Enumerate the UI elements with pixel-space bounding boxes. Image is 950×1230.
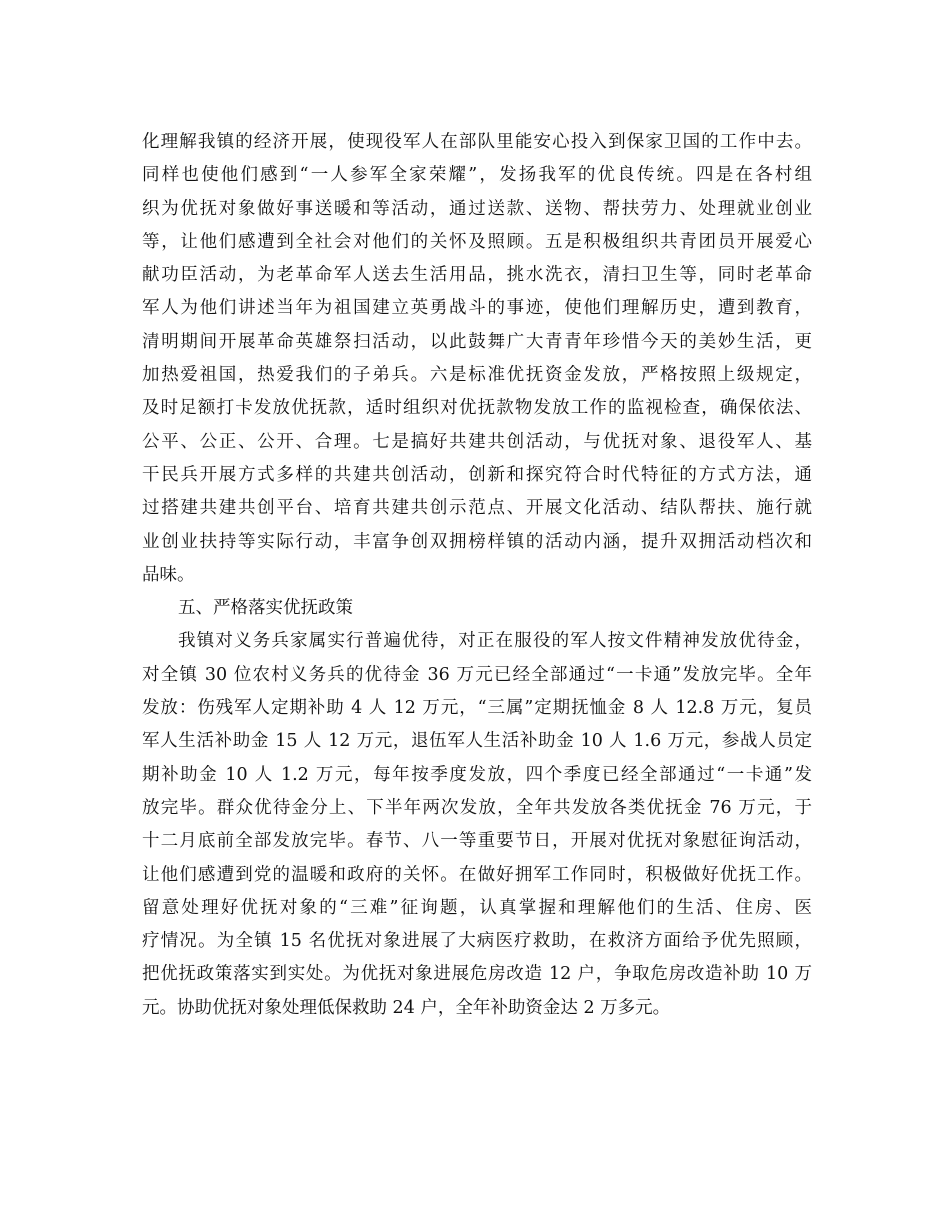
text-line: 清明期间开展革命英雄祭扫活动，以此鼓舞广大青青年珍惜今天的美妙生活，更	[142, 331, 812, 352]
text-line: 公平、公正、公开、合理。七是搞好共建共创活动，与优抚对象、退役军人、基	[142, 431, 812, 452]
text-line: 让他们感遭到党的温暖和政府的关怀。在做好拥军工作同时，积极做好优抚工作。	[142, 864, 812, 885]
text-line: 织为优抚对象做好事送暖和等活动，通过送款、送物、帮扶劳力、处理就业创业	[142, 198, 812, 219]
document-body	[142, 126, 812, 1025]
text-line: 把优抚政策落实到实处。为优抚对象进展危房改造 12 户，争取危房改造补助 10 万	[142, 964, 812, 985]
text-line: 加热爱祖国，热爱我们的子弟兵。六是标准优抚资金发放，严格按照上级规定，	[142, 365, 812, 386]
text-line: 发放：伤残军人定期补助 4 人 12 万元，“三属”定期抚恤金 8 人 12.8 万元，复员	[142, 698, 812, 719]
text-line: 期补助金 10 人 1.2 万元，每年按季度发放，四个季度已经全部通过“一卡通”发	[142, 764, 812, 785]
text-line: 放完毕。群众优待金分上、下半年两次发放，全年共发放各类优抚金 76 万元，于	[142, 797, 812, 818]
text-line: 及时足额打卡发放优抚款，适时组织对优抚款物发放工作的监视检查，确保依法、	[142, 398, 812, 419]
text-line: 元。协助优抚对象处理低保救助 24 户，全年补助资金达 2 万多元。	[142, 997, 671, 1018]
text-line: 十二月底前全部发放完毕。春节、八一等重要节日，开展对优抚对象慰征询活动，	[142, 831, 812, 852]
text-line: 品味。	[142, 564, 195, 585]
text-line: 军人生活补助金 15 人 12 万元，退伍军人生活补助金 10 人 1.6 万元，参战人员定	[142, 731, 812, 752]
text-line: 留意处理好优抚对象的“三难”征询题，认真掌握和理解他们的生活、住房、医	[142, 897, 812, 918]
text-line: 对全镇 30 位农村义务兵的优待金 36 万元已经全部通过“一卡通”发放完毕。全年	[142, 664, 812, 685]
text-line: 我镇对义务兵家属实行普遍优待，对正在服役的军人按文件精神发放优待金，	[178, 631, 812, 652]
text-line: 干民兵开展方式多样的共建共创活动，创新和探究符合时代特征的方式方法，通	[142, 464, 812, 485]
text-line: 献功臣活动，为老革命军人送去生活用品，挑水洗衣，清扫卫生等，同时老革命	[142, 265, 812, 286]
text-line: 疗情况。为全镇 15 名优抚对象进展了大病医疗救助，在救济方面给予优先照顾，	[142, 931, 812, 952]
text-line: 业创业扶持等实际行动，丰富争创双拥榜样镇的活动内涵，提升双拥活动档次和	[142, 531, 812, 552]
paragraph-continuation	[142, 126, 812, 592]
text-line: 同样也使他们感到“一人参军全家荣耀”，发扬我军的优良传统。四是在各村组	[142, 165, 812, 186]
paragraph-policy	[142, 625, 812, 1025]
text-line: 化理解我镇的经济开展，使现役军人在部队里能安心投入到保家卫国的工作中去。	[142, 132, 812, 152]
text-line: 等，让他们感遭到全社会对他们的关怀及照顾。五是积极组织共青团员开展爱心	[142, 231, 812, 252]
text-line: 军人为他们讲述当年为祖国建立英勇战斗的事迹，使他们理解历史，遭到教育，	[142, 298, 812, 319]
text-line: 过搭建共建共创平台、培育共建共创示范点、开展文化活动、结队帮扶、施行就	[142, 498, 812, 519]
section-heading: 五、严格落实优抚政策	[178, 598, 353, 619]
